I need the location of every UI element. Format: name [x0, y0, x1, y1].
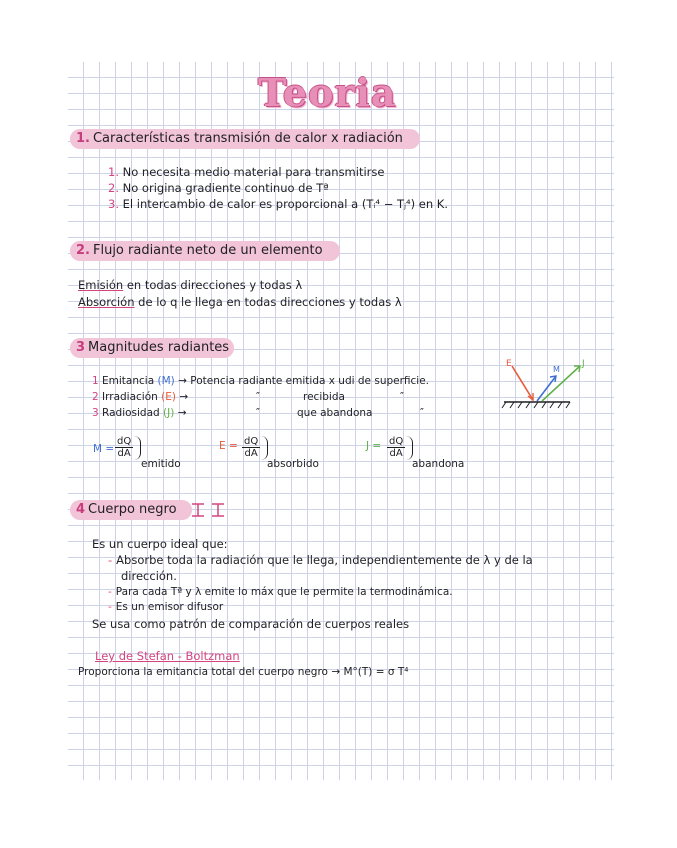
magnitude-row-irradiacion: 2 Irradiación (E) → [92, 391, 189, 403]
formula-e-lhs: E = [219, 440, 238, 452]
blackbody-bullet-3: - Es un emisor difusor [108, 601, 224, 613]
section-4-heading [70, 500, 192, 520]
emision-text: en todas direcciones y todas λ [126, 278, 303, 292]
section-4-title: Cuerpo negro [88, 502, 177, 517]
section-1-item-1: 1. No necesita medio material para transmitirse [108, 165, 385, 179]
section-4-number: 4 [76, 502, 86, 517]
formula-m-lhs: M = [93, 443, 115, 455]
section-3-title: Magnitudes radiantes [88, 340, 230, 355]
surface-hatching [502, 402, 570, 408]
section-2-heading [70, 241, 340, 261]
formula-j-lhs: J = [366, 440, 382, 452]
section-1-item-2: 2. No origina gradiente continuo de Tª [108, 181, 329, 195]
formula-m-fraction: $\frac{dQ}{dA}$ [117, 436, 132, 459]
section-2-number: 2. [76, 243, 90, 258]
law-text: Proporciona la emitancia total del cuerpo negro → M°(T) = σ T⁴ [78, 666, 409, 678]
radiation-diagram [500, 356, 600, 414]
diagram-label-e: E [506, 359, 512, 369]
radiosidad-ditto-2: ″ [420, 407, 424, 419]
formula-m-sub: emitido [141, 458, 181, 470]
emision-label: Emisión [78, 278, 124, 292]
radiosity-arrow [542, 366, 580, 401]
absorcion-label: Absorción [78, 295, 135, 309]
section-1-number: 1. [76, 131, 90, 146]
blackbody-bullet-1-cont: dirección. [121, 569, 177, 583]
blackbody-usage: Se usa como patrón de comparación de cuerpos reales [92, 617, 410, 631]
magnitude-row-radiosidad: 3 Radiosidad (J) → [92, 407, 187, 419]
formula-e-sub: absorbido [267, 458, 319, 470]
irradiacion-desc: recibida [303, 391, 345, 403]
radiosidad-desc: que abandona [297, 407, 373, 419]
section-1-item-3: 3. El intercambio de calor es proporcional a (Tᵢ⁴ − Tⱼ⁴) en K. [108, 197, 448, 211]
magnitude-row-emitancia: 1 Emitancia (M) → Potencia radiante emitida x udi de superficie. [92, 375, 430, 387]
formula-j-fraction: $\frac{dQ}{dA}$ [389, 436, 404, 459]
section-2-title: Flujo radiante neto de un elemento [92, 243, 323, 258]
blackbody-bullet-2: - Para cada Tª y λ emite lo máx que le permite la termodinámica. [108, 586, 453, 598]
section-3-number: 3 [76, 340, 86, 355]
diagram-label-m: M [553, 365, 560, 374]
emision-line [78, 278, 302, 292]
section-1-heading [70, 129, 420, 149]
irradiacion-ditto-2: ″ [400, 391, 404, 403]
absorcion-line [78, 295, 402, 309]
page-title: Teoria [258, 70, 397, 115]
blackbody-intro: Es un cuerpo ideal que: [92, 537, 228, 551]
absorcion-text: de lo q le llega en todas direcciones y todas λ [138, 295, 402, 309]
irradiation-arrow [512, 366, 533, 400]
diagram-label-j: J [582, 359, 585, 369]
blackbody-symbol-icon [190, 502, 230, 518]
irradiacion-ditto-1: ″ [256, 391, 260, 403]
formula-j-sub: abandona [412, 458, 465, 470]
blackbody-bullet-1: - Absorbe toda la radiación que le llega, independientemente de λ y de la [108, 553, 533, 567]
formula-e-fraction: $\frac{dQ}{dA}$ [244, 436, 259, 459]
radiosidad-ditto-1: ″ [256, 407, 260, 419]
section-1-title: Características transmisión de calor x radiación [92, 131, 403, 146]
law-title: Ley de Stefan - Boltzman [95, 649, 240, 663]
section-3-heading [70, 338, 234, 358]
